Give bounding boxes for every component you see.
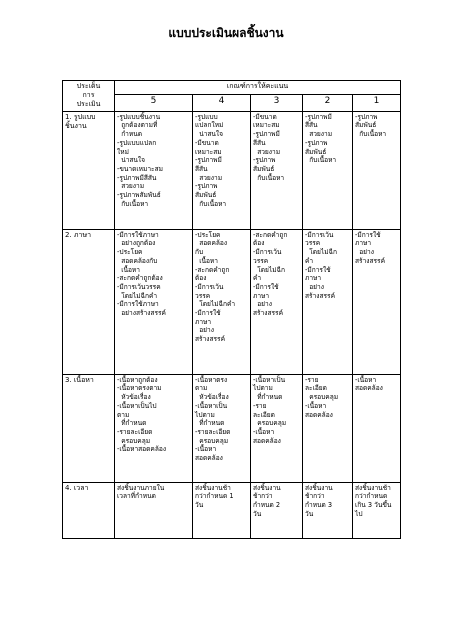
level-1-header: 1 bbox=[353, 94, 401, 111]
cell-line: วัน bbox=[305, 509, 314, 518]
cell-line: แปลกใหม่ bbox=[195, 121, 224, 130]
cell-line: สีสัน bbox=[195, 164, 208, 173]
cell-line: วัน bbox=[253, 509, 262, 518]
criteria-cell bbox=[193, 229, 251, 374]
cell-line: -เนื้อหาตรง bbox=[195, 375, 228, 384]
cell-line: -มีการเว้น bbox=[253, 248, 282, 257]
cell-line: น่าสนใจ bbox=[195, 130, 224, 139]
cell-line: -ราย bbox=[305, 375, 319, 384]
cell-line: -ราย bbox=[253, 401, 267, 410]
issue-cell bbox=[63, 374, 115, 482]
cell-line: กับเนื้อหา bbox=[117, 199, 149, 208]
cell-line: -รูปภาพมี bbox=[253, 130, 280, 139]
cell-line: วรรค bbox=[253, 256, 269, 265]
cell-line: โดยไม่ฉีก bbox=[253, 265, 286, 274]
header-criteria: เกณฑ์การให้คะแนน bbox=[115, 81, 401, 95]
cell-line: หัวข้อเรื่อง bbox=[117, 393, 151, 402]
level-5-header: 5 bbox=[115, 94, 193, 111]
table-row-content bbox=[63, 374, 401, 482]
cell-line: ต้อง bbox=[195, 274, 207, 283]
cell-line: -เนื้อหาถูกต้อง bbox=[117, 375, 158, 384]
cell-line: -มีการเว้น bbox=[305, 230, 334, 239]
cell-line: ตาม bbox=[195, 384, 208, 393]
cell-line: สัมพันธ์ bbox=[305, 147, 327, 156]
cell-line: ชิ้นงาน bbox=[65, 121, 87, 130]
cell-line: -รูปภาพมีสีสัน bbox=[117, 173, 157, 182]
criteria-cell bbox=[193, 111, 251, 229]
cell-line: สอดคล้อง bbox=[355, 384, 383, 393]
cell-line: 1. รูปแบบ bbox=[65, 112, 96, 121]
criteria-cell bbox=[303, 374, 353, 482]
cell-line: -รูปแบบ bbox=[195, 112, 218, 121]
cell-line: กับเนื้อหา bbox=[355, 130, 387, 139]
cell-line: สีสัน bbox=[253, 138, 266, 147]
cell-line: อย่างถูกต้อง bbox=[117, 239, 156, 248]
cell-line: สัมพันธ์ bbox=[195, 191, 217, 200]
cell-line: สอดคล้องกับ bbox=[117, 256, 158, 265]
cell-line: -เนื้อหา bbox=[355, 375, 377, 384]
cell-line: โดยไม่ฉีกคำ bbox=[117, 291, 158, 300]
cell-line: -รูปภาพ bbox=[195, 182, 218, 191]
issue-cell bbox=[63, 229, 115, 374]
cell-line: -สะกดคำถูกต้อง bbox=[117, 274, 163, 283]
cell-line: ไปตาม bbox=[195, 410, 215, 419]
cell-line: -มีการใช้ภาษา bbox=[117, 300, 159, 309]
cell-line: ละเอียด bbox=[253, 410, 275, 419]
criteria-cell bbox=[353, 111, 401, 229]
cell-line: เกิน 3 วันขึ้น bbox=[355, 501, 392, 510]
cell-line: ประเด็น bbox=[76, 82, 101, 90]
criteria-cell bbox=[193, 482, 251, 538]
criteria-cell bbox=[251, 374, 303, 482]
cell-line: ใหม่ bbox=[117, 147, 129, 156]
cell-line: -รูปภาพมี bbox=[305, 112, 332, 121]
criteria-cell bbox=[251, 482, 303, 538]
cell-line: วัน bbox=[195, 501, 204, 510]
criteria-cell bbox=[353, 229, 401, 374]
cell-line: -มีการเว้นวรรค bbox=[117, 282, 161, 291]
cell-line: สวยงาม bbox=[253, 147, 281, 156]
cell-line: ครอบคลุม bbox=[117, 436, 151, 445]
criteria-cell bbox=[251, 229, 303, 374]
cell-line: กำหนด 2 bbox=[253, 501, 281, 510]
cell-line: -มีการใช้ bbox=[253, 282, 279, 291]
criteria-cell bbox=[115, 111, 193, 229]
cell-line: -เนื้อหา bbox=[195, 445, 217, 454]
cell-line: เนื้อหา bbox=[195, 256, 218, 265]
cell-line: โดยไม่ฉีก bbox=[305, 248, 338, 257]
cell-line: 2. ภาษา bbox=[65, 230, 91, 239]
cell-line: กว่ากำหนด bbox=[355, 492, 388, 501]
cell-line: ครอบคลุม bbox=[195, 436, 229, 445]
criteria-cell bbox=[303, 111, 353, 229]
cell-line: วรรค bbox=[305, 239, 321, 248]
cell-line: คำ bbox=[305, 256, 314, 265]
cell-line: -รูปภาพสัมพันธ์ bbox=[117, 191, 161, 200]
cell-line: ต้อง bbox=[253, 239, 265, 248]
cell-line: สีสัน bbox=[305, 121, 318, 130]
cell-line: กำหนด bbox=[117, 130, 143, 139]
cell-line: สร้างสรรค์ bbox=[253, 309, 284, 318]
cell-line: ช้ากว่า bbox=[253, 492, 273, 501]
cell-line: สร้างสรรค์ bbox=[305, 291, 336, 300]
cell-line: ที่กำหนด bbox=[195, 419, 225, 428]
cell-line: วรรค bbox=[195, 291, 211, 300]
level-3-header: 3 bbox=[251, 94, 303, 111]
cell-line: -รายละเอียด bbox=[195, 427, 231, 436]
cell-line: สัมพันธ์ bbox=[253, 164, 275, 173]
cell-line: ส่งชิ้นงานภายใน bbox=[117, 483, 165, 492]
cell-line: -มีการใช้ bbox=[195, 309, 221, 318]
cell-line: ส่งชิ้นงาน bbox=[305, 483, 333, 492]
cell-line: สร้างสรรค์ bbox=[355, 256, 386, 265]
table-row-time bbox=[63, 482, 401, 538]
cell-line: -เนื้อหาเป็นไป bbox=[117, 401, 157, 410]
cell-line: สอดคล้อง bbox=[195, 454, 223, 463]
criteria-cell bbox=[353, 482, 401, 538]
cell-line: ช้ากว่า bbox=[305, 492, 325, 501]
cell-line: ภาษา bbox=[355, 239, 372, 248]
cell-line: กว่ากำหนด 1 bbox=[195, 492, 234, 501]
cell-line: เหมาะสม bbox=[195, 147, 222, 156]
level-4-header: 4 bbox=[193, 94, 251, 111]
cell-line: ไปตาม bbox=[253, 384, 273, 393]
cell-line: ครอบคลุม bbox=[305, 393, 339, 402]
cell-line: -รูปภาพมี bbox=[195, 156, 222, 165]
cell-line: -รูปแบบชิ้นงาน bbox=[117, 112, 161, 121]
cell-line: -รูปภาพ bbox=[305, 138, 328, 147]
cell-line: -มีการใช้ภาษา bbox=[117, 230, 159, 239]
cell-line: -มีการใช้ bbox=[355, 230, 381, 239]
cell-line: กับเนื้อหา bbox=[305, 156, 337, 165]
cell-line: กับ bbox=[195, 248, 204, 257]
cell-line: -เนื้อหาสอดคล้อง bbox=[117, 445, 167, 454]
table-row-language bbox=[63, 229, 401, 374]
header-issue bbox=[63, 81, 115, 112]
cell-line: -มีการเว้น bbox=[195, 282, 224, 291]
cell-line: -เนื้อหา bbox=[305, 401, 327, 410]
cell-line: เหมาะสม bbox=[253, 121, 280, 130]
cell-line: ครอบคลุม bbox=[253, 419, 287, 428]
criteria-cell bbox=[115, 229, 193, 374]
criteria-cell bbox=[303, 229, 353, 374]
cell-line: อย่าง bbox=[305, 282, 324, 291]
cell-line: สอดคล้อง bbox=[253, 436, 281, 445]
table-row-format bbox=[63, 111, 401, 229]
cell-line: -เนื้อหาเป็น bbox=[253, 375, 286, 384]
criteria-cell bbox=[115, 374, 193, 482]
cell-line: -ประโยค bbox=[117, 248, 143, 257]
cell-line: ไป bbox=[355, 509, 363, 518]
cell-line: 3. เนื้อหา bbox=[65, 375, 94, 384]
cell-line: ส่งชิ้นงาน bbox=[253, 483, 281, 492]
cell-line: สัมพันธ์ bbox=[355, 121, 377, 130]
cell-line: -เนื้อหาเป็น bbox=[195, 401, 228, 410]
cell-line: -สะกดคำถูก bbox=[195, 265, 230, 274]
cell-line: ส่งชิ้นงานช้า bbox=[355, 483, 391, 492]
cell-line: โดยไม่ฉีกคำ bbox=[195, 300, 236, 309]
cell-line: -รูปแบบแปลก bbox=[117, 138, 157, 147]
cell-line: น่าสนใจ bbox=[117, 156, 146, 165]
cell-line: กับเนื้อหา bbox=[253, 173, 285, 182]
document-title: แบบประเมินผลชิ้นงาน bbox=[168, 26, 284, 40]
cell-line: ภาษา bbox=[305, 274, 322, 283]
cell-line: -เนื้อหาตรงตาม bbox=[117, 384, 162, 393]
cell-line: ประเมิน bbox=[76, 100, 101, 109]
criteria-cell bbox=[303, 482, 353, 538]
cell-line: -มีขนาด bbox=[253, 112, 277, 121]
cell-line: ส่งชิ้นงานช้า bbox=[195, 483, 231, 492]
criteria-cell bbox=[193, 374, 251, 482]
cell-line: -รายละเอียด bbox=[117, 427, 153, 436]
cell-line: อย่าง bbox=[195, 326, 214, 335]
cell-line: ภาษา bbox=[195, 317, 212, 326]
cell-line: การ bbox=[82, 91, 95, 100]
cell-line: -มีขนาด bbox=[195, 138, 219, 147]
criteria-cell bbox=[115, 482, 193, 538]
cell-line: หัวข้อเรื่อง bbox=[195, 393, 229, 402]
cell-line: ที่กำหนด bbox=[253, 393, 283, 402]
cell-line: คำ bbox=[253, 274, 262, 283]
cell-line: -มีการใช้ bbox=[305, 265, 331, 274]
cell-line: -รูปภาพ bbox=[253, 156, 276, 165]
cell-line: สวยงาม bbox=[305, 130, 333, 139]
criteria-cell bbox=[353, 374, 401, 482]
cell-line: -ประโยค bbox=[195, 230, 221, 239]
cell-line: -เนื้อหา bbox=[253, 427, 275, 436]
cell-line: อย่างสร้างสรรค์ bbox=[117, 309, 166, 318]
cell-line: อย่าง bbox=[253, 300, 272, 309]
cell-line: กับเนื้อหา bbox=[195, 199, 227, 208]
cell-line: เนื้อหา bbox=[117, 265, 140, 274]
issue-cell bbox=[63, 482, 115, 538]
level-2-header: 2 bbox=[303, 94, 353, 111]
cell-line: 4. เวลา bbox=[65, 483, 89, 492]
cell-line: เวลาที่กำหนด bbox=[117, 492, 156, 501]
cell-line: ถูกต้องตามที่ bbox=[117, 121, 158, 130]
cell-line: ที่กำหนด bbox=[117, 419, 147, 428]
criteria-cell bbox=[251, 111, 303, 229]
cell-line: -ขนาดเหมาะสม bbox=[117, 164, 163, 173]
cell-line: -สะกดคำถูก bbox=[253, 230, 288, 239]
cell-line: สอดคล้อง bbox=[305, 410, 333, 419]
cell-line: สอดคล้อง bbox=[195, 239, 228, 248]
cell-line: ภาษา bbox=[253, 291, 270, 300]
cell-line: -รูปภาพ bbox=[355, 112, 378, 121]
cell-line: สวยงาม bbox=[117, 182, 145, 191]
cell-line: อย่าง bbox=[355, 248, 374, 257]
cell-line: ตาม bbox=[117, 410, 130, 419]
cell-line: ละเอียด bbox=[305, 384, 327, 393]
header-row-criteria bbox=[63, 81, 401, 95]
rubric-table bbox=[62, 80, 401, 539]
issue-cell bbox=[63, 111, 115, 229]
cell-line: กำหนด 3 bbox=[305, 501, 333, 510]
cell-line: สร้างสรรค์ bbox=[195, 335, 226, 344]
cell-line: สวยงาม bbox=[195, 173, 223, 182]
